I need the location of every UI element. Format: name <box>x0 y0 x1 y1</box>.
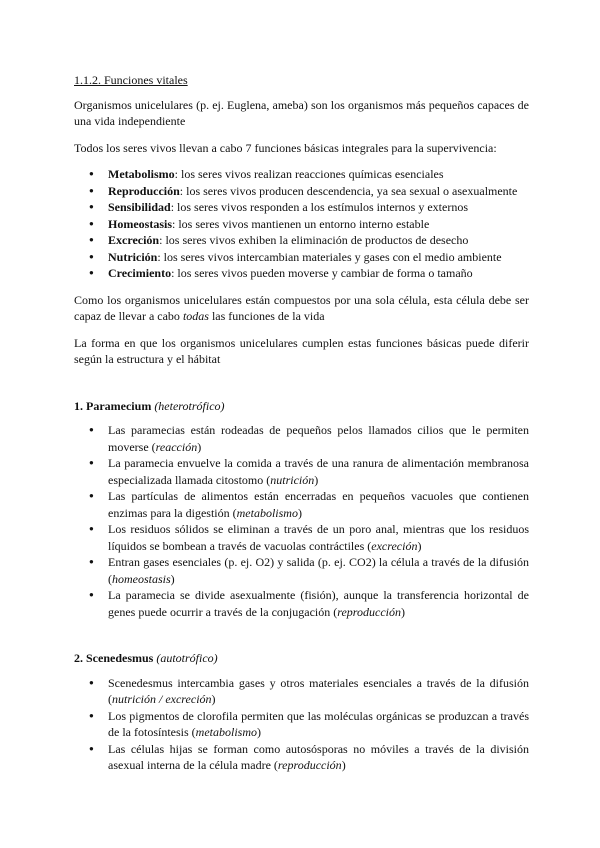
list-item: ● Reproducción: los seres vivos producen descendencia, ya sea sexual o asexualmente <box>74 183 529 200</box>
document-page <box>74 72 529 784</box>
list-item: ● Excreción: los seres vivos exhiben la eliminación de productos de desecho <box>74 232 529 249</box>
paramecium-title: 1. Paramecium (heterotrófico) <box>74 398 225 413</box>
list-item: ● Homeostasis: los seres vivos mantienen un entorno interno estable <box>74 216 529 233</box>
list-item: ● Las células hijas se forman como autosósporas no móviles a través de la división asexual interna de la célula madre (reproducción) <box>74 741 529 774</box>
functions-lead-paragraph: Todos los seres vivos llevan a cabo 7 funciones básicas integrales para la supervivencia: <box>74 140 497 155</box>
list-item: ● La paramecia envuelve la comida a través de una ranura de alimentación membranosa especializada llamada citostomo (nutrición) <box>74 455 529 488</box>
section-heading: 1.1.2. Funciones vitales <box>74 73 188 87</box>
paramecium-list <box>74 422 529 620</box>
list-item: ● Nutrición: los seres vivos intercambian materiales y gases con el medio ambiente <box>74 249 529 266</box>
list-item: ● Sensibilidad: los seres vivos responden a los estímulos internos y externos <box>74 199 529 216</box>
list-item: ● La paramecia se divide asexualmente (fisión), aunque la transferencia horizontal de genes puede ocurrir a través de la conjugación (reproducción) <box>74 587 529 620</box>
list-item: ● Metabolismo: los seres vivos realizan reacciones químicas esenciales <box>74 166 529 183</box>
functions-list <box>74 166 529 282</box>
unicellular-paragraph: Como los organismos unicelulares están compuestos por una sola célula, esta célula debe ser capaz de llevar a cabo todas las funciones de la vida <box>74 292 529 323</box>
intro-paragraph: Organismos unicelulares (p. ej. Euglena, ameba) son los organismos más pequeños capaces de una vida independiente <box>74 97 529 128</box>
list-item: ● Las paramecias están rodeadas de pequeños pelos llamados cilios que le permiten moverse (reacción) <box>74 422 529 455</box>
scenedesmus-title: 2. Scenedesmus (autotrófico) <box>74 651 218 665</box>
list-item: ● Scenedesmus intercambia gases y otros materiales esenciales a través de la difusión (nutrición / excreción) <box>74 675 529 708</box>
differ-paragraph: La forma en que los organismos unicelulares cumplen estas funciones básicas puede diferir según la estructura y el hábitat <box>74 335 529 366</box>
scenedesmus-list <box>74 675 529 774</box>
list-item: ● Entran gases esenciales (p. ej. O2) y salida (p. ej. CO2) la célula a través de la difusión (homeostasis) <box>74 554 529 587</box>
list-item: ● Crecimiento: los seres vivos pueden moverse y cambiar de forma o tamaño <box>74 265 529 282</box>
list-item: ● Los pigmentos de clorofila permiten que las moléculas orgánicas se produzcan a través de la fotosíntesis (metabolismo) <box>74 708 529 741</box>
list-item: ● Las partículas de alimentos están encerradas en pequeños vacuoles que contienen enzimas para la digestión (metabolismo) <box>74 488 529 521</box>
list-item: ● Los residuos sólidos se eliminan a través de un poro anal, mientras que los residuos líquidos se bombean a través de vacuolas contráctiles (excreción) <box>74 521 529 554</box>
